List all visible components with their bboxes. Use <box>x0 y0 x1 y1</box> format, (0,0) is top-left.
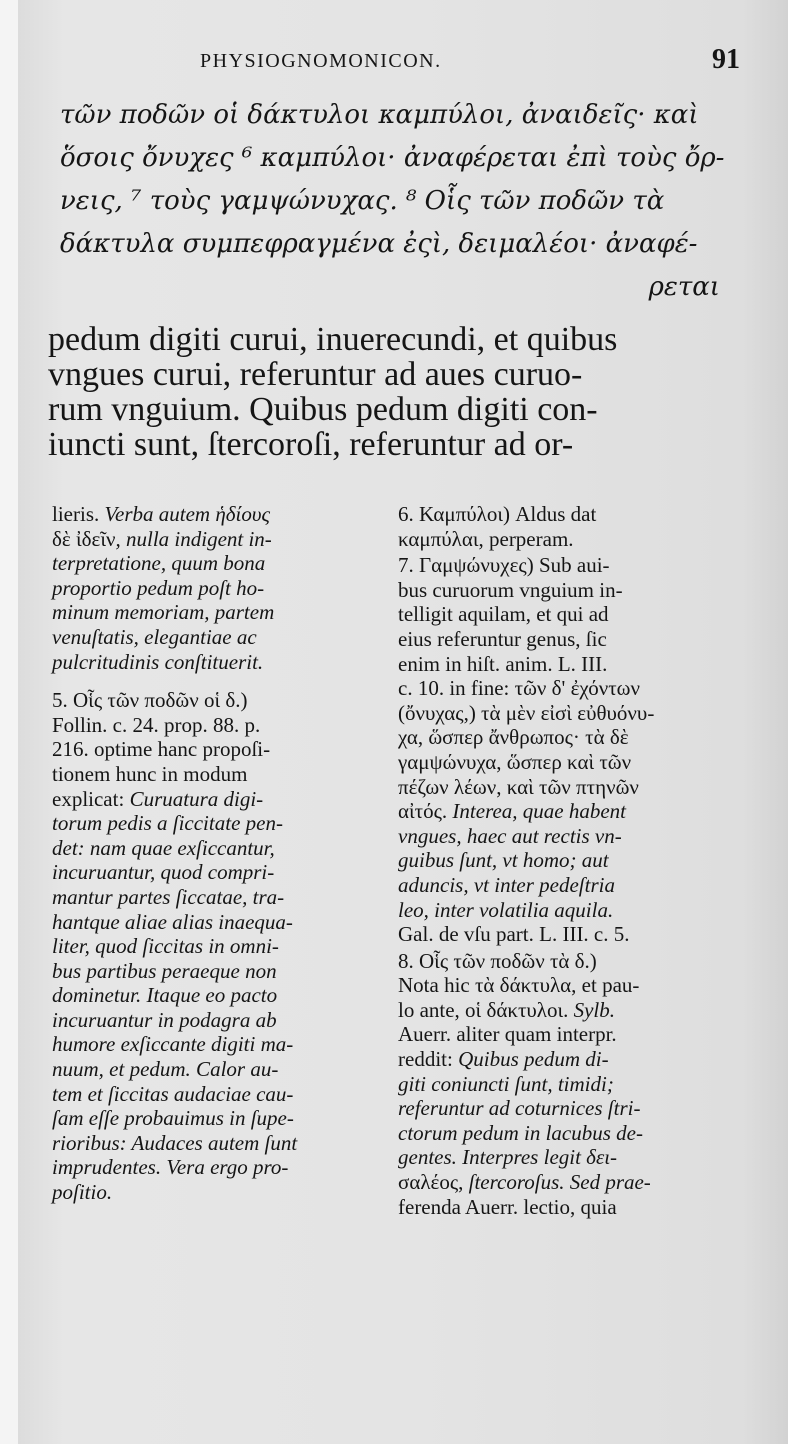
latin-line: vngues curui, referuntur ad aues curuo- <box>48 356 583 393</box>
note-text-italic: rioribus: Audaces autem ſunt <box>52 1130 298 1155</box>
note-line <box>398 848 718 873</box>
note-line <box>398 898 718 923</box>
note-line <box>52 1180 377 1205</box>
note-line <box>398 998 718 1023</box>
note-text-italic: humore exſiccante digiti ma- <box>52 1032 294 1057</box>
page-number: 91 <box>712 44 740 75</box>
note-text-roman: Auerr. aliter quam interpr. <box>398 1022 617 1047</box>
note-line <box>398 1072 718 1097</box>
note-text-roman: ferenda Auerr. lectio, quia <box>398 1194 617 1219</box>
note-line <box>52 713 377 738</box>
note-text-italic: det: nam quae exſiccantur, <box>52 835 275 860</box>
note-text-italic: tem et ſiccitas audaciae cau- <box>52 1081 294 1106</box>
note-line <box>398 775 718 800</box>
note-line <box>52 1155 377 1180</box>
note-line <box>52 576 377 601</box>
note-line <box>52 527 377 552</box>
note-text-italic: incuruantur in podagra ab <box>52 1007 277 1032</box>
note-line <box>398 799 718 824</box>
note-text-italic: , nulla indigent in- <box>115 526 272 551</box>
note-line <box>52 551 377 576</box>
note-text-roman: 7. Γαμψώνυχες) Sub aui- <box>398 553 610 578</box>
note-text-italic: bus partibus peraeque non <box>52 958 277 983</box>
greek-line: νεις, ⁷ τοὺς γαμψώνυχας. ⁸ Οἷς τῶν ποδῶν τὰ <box>60 186 665 216</box>
note-text-roman: c. 10. in fine: τῶν δ' ἐχόντων <box>398 676 641 701</box>
note-line <box>52 983 377 1008</box>
greek-line: ρεται <box>648 272 720 302</box>
note-paragraph <box>398 502 718 551</box>
note-line <box>398 922 718 947</box>
note-line <box>398 949 718 974</box>
note-text-italic: giti coniuncti ſunt, timidi; <box>398 1071 614 1096</box>
note-line <box>398 973 718 998</box>
note-text-roman: καμπύλαι, perperam. <box>398 526 574 551</box>
note-text-italic: Interea, quae habent <box>452 799 627 824</box>
note-text-italic: liter, quod ſiccitas in omni- <box>52 934 279 959</box>
note-text-roman: bus curuorum vnguium in- <box>398 577 623 602</box>
note-text-roman: (ὄνυχας,) τὰ μὲν εἰσὶ εὐθυόνυ- <box>398 700 655 725</box>
note-paragraph <box>52 688 377 1204</box>
note-line <box>52 625 377 650</box>
note-line <box>52 1131 377 1156</box>
note-line <box>398 652 718 677</box>
note-line <box>398 527 718 552</box>
note-text-italic: hantque aliae alias inaequa- <box>52 909 293 934</box>
running-title: PHYSIOGNOMONICON. <box>200 50 442 72</box>
note-line <box>398 553 718 578</box>
note-text-italic: ſam eſſe probauimus in ſupe- <box>52 1106 294 1131</box>
note-paragraph <box>52 502 377 674</box>
note-line <box>52 910 377 935</box>
note-line <box>52 1008 377 1033</box>
note-text-roman: tionem hunc in modum <box>52 761 248 786</box>
note-text-italic: ſtercoroſus. Sed prae- <box>468 1170 651 1195</box>
note-line <box>398 602 718 627</box>
note-line <box>398 1170 718 1195</box>
note-text-italic: terpretatione, quum bona <box>52 551 266 576</box>
note-line <box>52 934 377 959</box>
note-text-italic: guibus ſunt, vt homo; aut <box>398 848 609 873</box>
note-text-roman: Nota hic τὰ δάκτυλα, et pau- <box>398 973 640 998</box>
note-line <box>398 1145 718 1170</box>
note-text-roman: lieris. <box>52 502 100 526</box>
note-line <box>398 502 718 527</box>
note-text-roman: eius referuntur genus, ſic <box>398 626 607 651</box>
note-text-roman: πέζων λέων, καὶ τῶν πτηνῶν <box>398 774 639 799</box>
note-line <box>52 762 377 787</box>
commentary-right-column <box>398 502 718 1219</box>
note-text-roman: reddit: <box>398 1047 459 1072</box>
note-text-italic: poſitio. <box>52 1180 113 1205</box>
latin-translation-block <box>48 322 720 462</box>
note-line <box>52 688 377 713</box>
note-text-roman: γαμψώνυχα, ὥσπερ καὶ τῶν <box>398 749 632 774</box>
note-text-roman: telligit aquilam, et qui ad <box>398 602 609 627</box>
greek-line: δάκτυλα συμπεφραγμένα ἐςὶ, δειμαλέοι· ἀναφέ- <box>60 229 698 259</box>
note-line <box>398 676 718 701</box>
note-text-roman: 5. Οἷς τῶν ποδῶν οἱ δ.) <box>52 688 248 713</box>
greek-text-block <box>60 94 725 309</box>
note-line <box>398 725 718 750</box>
note-text-roman: αἰτός. <box>398 799 453 824</box>
note-text-italic: minum memoriam, partem <box>52 600 275 625</box>
note-text-roman: Follin. c. 24. prop. 88. p. <box>52 712 261 737</box>
note-line <box>52 502 377 527</box>
note-line <box>52 737 377 762</box>
greek-line: ὅσοις ὄνυχες ⁶ καμπύλοι· ἀναφέρεται ἐπὶ τοὺς ὄρ- <box>60 143 725 173</box>
note-paragraph <box>398 553 718 947</box>
note-text-italic: Sylb. <box>573 997 616 1022</box>
scan-margin <box>0 0 18 1444</box>
note-text-roman: Gal. de vſu part. L. III. c. 5. <box>398 922 630 947</box>
note-paragraph <box>398 949 718 1220</box>
note-line <box>52 650 377 675</box>
note-text-italic: gentes. Interpres legit δει- <box>398 1145 618 1170</box>
note-line <box>52 860 377 885</box>
note-text-italic: aduncis, vt inter pedeſtria <box>398 872 615 897</box>
paragraph-gap <box>52 674 377 688</box>
note-line <box>52 885 377 910</box>
note-text-roman: δὲ ἰδεῖν <box>52 526 116 551</box>
note-text-italic: mantur partes ſiccatae, tra- <box>52 884 285 909</box>
note-line <box>398 873 718 898</box>
note-text-italic: Quibus pedum di- <box>458 1047 609 1072</box>
note-line <box>52 836 377 861</box>
note-line <box>398 701 718 726</box>
note-text-italic: vngues, haec aut rectis vn- <box>398 823 622 848</box>
note-text-italic: pulcritudinis conſtituerit. <box>52 649 264 674</box>
latin-line: iuncti sunt, ſtercoroſi, referuntur ad or- <box>48 426 574 463</box>
note-text-italic: torum pedis a ſiccitate pen- <box>52 811 283 836</box>
note-line <box>398 1047 718 1072</box>
note-line <box>398 824 718 849</box>
note-text-roman: 8. Οἷς τῶν ποδῶν τὰ δ.) <box>398 948 597 973</box>
note-text-italic: referuntur ad coturnices ſtri- <box>398 1096 641 1121</box>
note-text-italic: Curuatura digi- <box>129 786 264 811</box>
note-line <box>52 1032 377 1057</box>
note-text-italic: leo, inter volatilia aquila. <box>398 897 614 922</box>
note-line <box>52 1057 377 1082</box>
note-text-italic: nuum, et pedum. Calor au- <box>52 1057 279 1082</box>
note-line <box>52 600 377 625</box>
note-line <box>398 578 718 603</box>
note-line <box>398 1096 718 1121</box>
note-line <box>398 1121 718 1146</box>
note-line <box>52 1106 377 1131</box>
note-text-italic: venuſtatis, elegantiae ac <box>52 624 257 649</box>
note-line <box>52 811 377 836</box>
note-text-italic: imprudentes. Vera ergo pro- <box>52 1155 289 1180</box>
latin-line: rum vnguium. Quibus pedum digiti con- <box>48 391 598 428</box>
note-text-roman: 216. optime hanc propoſi- <box>52 737 271 762</box>
greek-line: τῶν ποδῶν οἱ δάκτυλοι καμπύλοι, ἀναιδεῖς· καὶ <box>60 100 699 130</box>
note-text-roman: σαλέος, <box>398 1170 469 1195</box>
note-text-roman: 6. Καμπύλοι) Aldus dat <box>398 502 597 526</box>
note-text-roman: explicat: <box>52 786 130 811</box>
note-text-roman: enim in hiſt. anim. L. III. <box>398 651 608 676</box>
commentary-left-column <box>52 502 377 1205</box>
page-header <box>200 44 740 84</box>
note-text-italic: ctorum pedum in lacubus de- <box>398 1120 643 1145</box>
note-text-roman: lo ante, οἱ δάκτυλοι. <box>398 997 574 1022</box>
note-line <box>398 750 718 775</box>
note-text-italic: dominetur. Itaque eo pacto <box>52 983 278 1008</box>
note-line <box>52 959 377 984</box>
note-text-italic: proportio pedum poſt ho- <box>52 575 265 600</box>
note-text-italic: Verba autem ἡδίους <box>99 502 270 526</box>
note-text-italic: incuruantur, quod compri- <box>52 860 275 885</box>
note-line <box>52 787 377 812</box>
note-line <box>398 627 718 652</box>
note-text-roman: χα, ὥσπερ ἄνθρωπος· τὰ δὲ <box>398 725 629 750</box>
latin-line: pedum digiti curui, inuerecundi, et quibus <box>48 321 618 358</box>
note-line <box>398 1195 718 1220</box>
note-line <box>398 1022 718 1047</box>
note-line <box>52 1082 377 1107</box>
